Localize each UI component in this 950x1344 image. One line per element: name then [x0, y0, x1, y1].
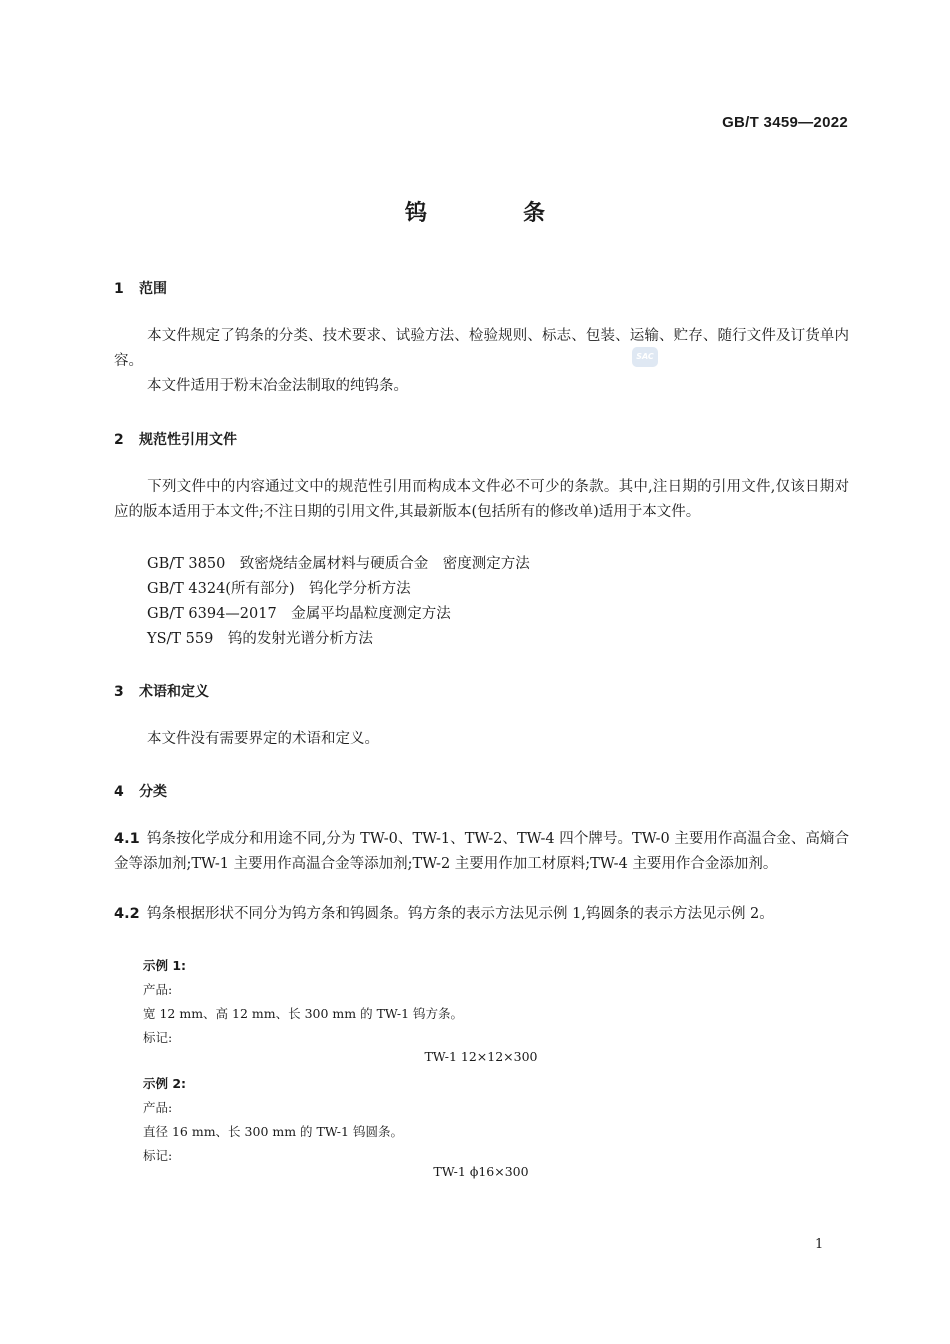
clause-text: 钨条根据形状不同分为钨方条和钨圆条。钨方条的表示方法见示例 1,钨圆条的表示方法见示例 2。 — [147, 906, 774, 922]
example-2-product-label: 产品: — [143, 1100, 173, 1115]
reference-item: GB/T 3850 致密烧结金属材料与硬质合金 密度测定方法 — [147, 556, 530, 572]
references-intro-paragraph — [114, 475, 849, 525]
terms-paragraph — [114, 727, 849, 752]
clause-number: 4.2 — [114, 906, 140, 922]
paragraph-text: 本文件适用于粉末冶金法制取的纯钨条。 — [147, 378, 408, 394]
section-number: 1 — [114, 281, 124, 297]
example-1-mark-label: 标记: — [143, 1030, 173, 1045]
example-1-mark: TW-1 12×12×300 — [424, 1049, 538, 1064]
section-title: 范围 — [139, 281, 167, 297]
example-1-product: 宽 12 mm、高 12 mm、长 300 mm 的 TW-1 钨方条。 — [143, 1006, 464, 1021]
example-1-product-label: 产品: — [143, 982, 173, 997]
page-number: 1 — [815, 1237, 824, 1252]
title-char-1: 钨 — [404, 201, 427, 226]
section-heading-normative-references — [114, 429, 237, 449]
paragraph-text: 本文件规定了钨条的分类、技术要求、试验方法、检验规则、标志、包装、运输、贮存、随行文件及订货单内容。 — [114, 328, 849, 369]
section-heading-scope — [114, 278, 167, 298]
example-2-product: 直径 16 mm、长 300 mm 的 TW-1 钨圆条。 — [143, 1124, 403, 1139]
reference-item: GB/T 4324(所有部分) 钨化学分析方法 — [147, 581, 411, 597]
paragraph-text: 下列文件中的内容通过文中的规范性引用而构成本文件必不可少的条款。其中,注日期的引用文件,仅该日期对应的版本适用于本文件;不注日期的引用文件,其最新版本(包括所有的修改单)适用于本文件。 — [114, 479, 849, 520]
sac-watermark-icon: SAC — [632, 347, 658, 367]
reference-item: YS/T 559 钨的发射光谱分析方法 — [147, 631, 373, 647]
clause-text: 钨条按化学成分和用途不同,分为 TW-0、TW-1、TW-2、TW-4 四个牌号。TW-0 主要用作高温合金、高熵合金等添加剂;TW-1 主要用作高温合金等添加剂;TW-2 主要用作加工材原料;TW-4 主要用作合金添加剂。 — [114, 831, 849, 872]
example-2-label: 示例 2: — [143, 1076, 187, 1091]
clause-4-2 — [114, 902, 849, 927]
section-heading-classification — [114, 781, 167, 801]
standard-number: GB/T 3459—2022 — [722, 114, 848, 131]
clause-4-1 — [114, 827, 849, 877]
paragraph-text: 本文件没有需要界定的术语和定义。 — [147, 731, 379, 747]
section-number: 2 — [114, 432, 124, 448]
example-1-label: 示例 1: — [143, 958, 187, 973]
document-title — [0, 196, 950, 227]
section-title: 术语和定义 — [139, 684, 209, 700]
example-2-mark-label: 标记: — [143, 1148, 173, 1163]
scope-paragraph-1 — [114, 324, 849, 374]
example-2-mark: TW-1 ϕ16×300 — [433, 1164, 529, 1179]
title-char-2: 条 — [523, 201, 546, 226]
scope-paragraph-2 — [114, 374, 849, 399]
section-heading-terms — [114, 681, 209, 701]
clause-number: 4.1 — [114, 831, 140, 847]
section-title: 分类 — [139, 784, 167, 800]
section-title: 规范性引用文件 — [139, 432, 237, 448]
section-number: 4 — [114, 784, 124, 800]
reference-item: GB/T 6394—2017 金属平均晶粒度测定方法 — [147, 606, 451, 622]
section-number: 3 — [114, 684, 124, 700]
